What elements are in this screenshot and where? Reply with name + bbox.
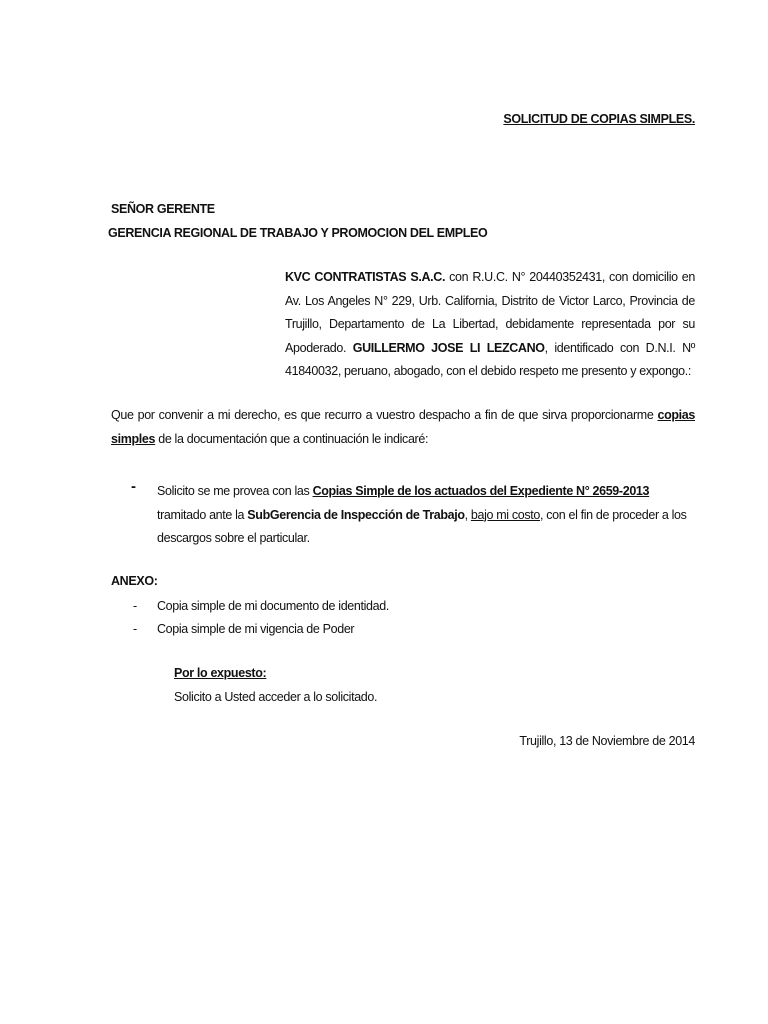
bullet-cost: bajo mi costo xyxy=(470,507,540,522)
annex-heading: ANEXO: xyxy=(111,574,158,588)
list-item-text: Copia simple de mi documento de identidad. xyxy=(157,599,389,613)
request-emphasis: copias simples xyxy=(111,408,695,446)
list-marker: - xyxy=(133,599,137,613)
intro-text-1: con R.U.C. N° 20440352431, con domicilio en Av. Los Angeles N° 229, Urb. California, Distrito de Victor Larco, Provincia de Trujillo, Departamento de La Libertad, debidamente representada por su Apoderado. xyxy=(285,270,696,355)
addressee-office: GERENCIA REGIONAL DE TRABAJO Y PROMOCION DEL EMPLEO xyxy=(108,226,488,240)
bullet-text-4: , con el fin de proceder a los descargos sobre el particular. xyxy=(157,507,687,545)
bullet-item xyxy=(157,480,695,551)
bullet-copies: Copias Simple de los actuados del Expediente N° 2659-2013 xyxy=(312,484,650,498)
intro-text-2: , identificado con D.N.I. Nº 41840032, peruano, abogado, con el debido respeto me presento y expongo.: xyxy=(285,340,695,378)
bullet-text-3: , xyxy=(464,507,471,522)
closing-text: Solicito a Usted acceder a lo solicitado. xyxy=(174,690,378,704)
company-name: KVC CONTRATISTAS S.A.C. xyxy=(285,270,446,284)
request-paragraph xyxy=(111,404,695,451)
list-marker: - xyxy=(133,622,137,636)
bullet-text-1: Solicito se me provea con las xyxy=(157,484,313,498)
addressee-title: SEÑOR GERENTE xyxy=(111,202,215,216)
document-title: SOLICITUD DE COPIAS SIMPLES. xyxy=(503,112,695,126)
bullet-office: SubGerencia de Inspección de Trabajo xyxy=(247,507,465,522)
request-text-1: Que por convenir a mi derecho, es que recurro a vuestro despacho a fin de que sirva proporcionarme xyxy=(111,408,658,422)
closing-heading: Por lo expuesto: xyxy=(174,666,267,680)
document-date: Trujillo, 13 de Noviembre de 2014 xyxy=(519,734,695,748)
representative-name: GUILLERMO JOSE LI LEZCANO xyxy=(352,340,545,355)
intro-paragraph xyxy=(285,266,695,384)
list-item-text: Copia simple de mi vigencia de Poder xyxy=(157,622,355,636)
bullet-marker: - xyxy=(131,478,136,495)
request-text-2: de la documentación que a continuación le indicaré: xyxy=(155,431,429,446)
bullet-text-2: tramitado ante la xyxy=(157,507,248,522)
